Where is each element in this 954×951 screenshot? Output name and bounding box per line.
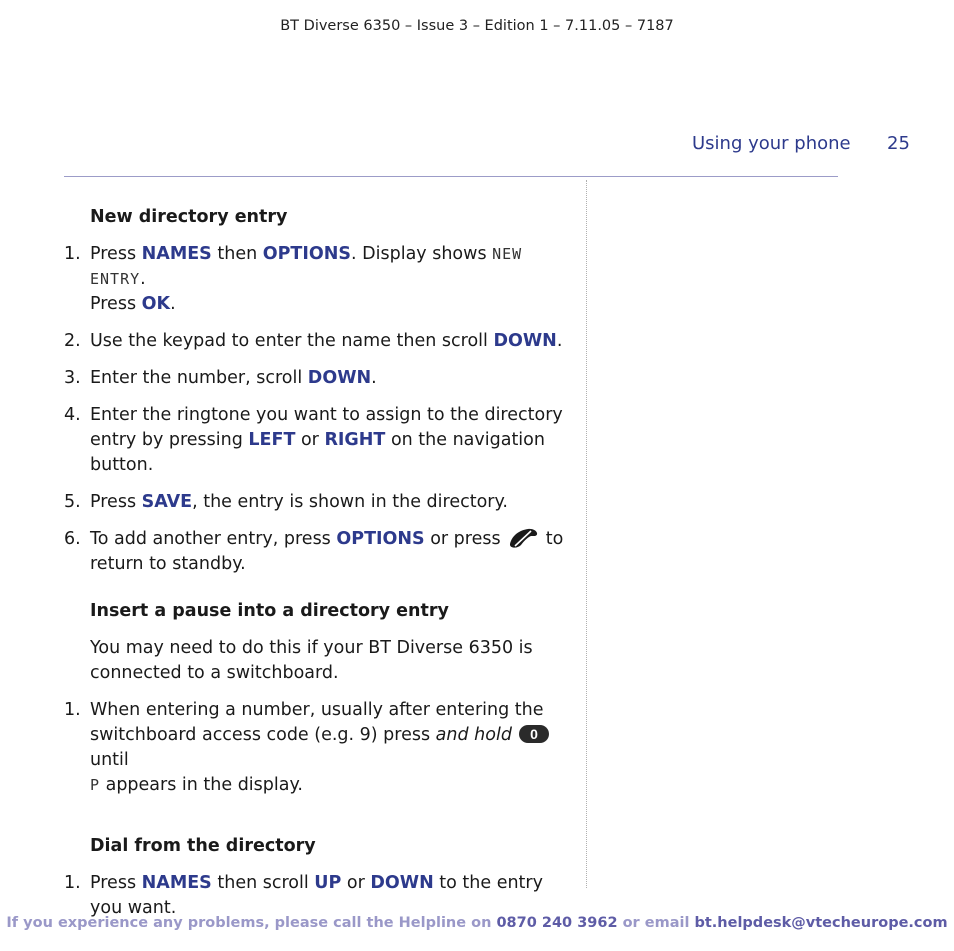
step-number: 1. xyxy=(64,873,81,893)
key-options: OPTIONS xyxy=(262,244,352,264)
key-left: LEFT xyxy=(248,430,296,450)
footer-text: If you experience any problems, please call the Helpline on xyxy=(6,915,497,931)
main-content xyxy=(64,205,574,933)
step-pause-1 xyxy=(64,698,574,798)
step-number: 1. xyxy=(64,700,81,720)
heading-dial-from-directory: Dial from the directory xyxy=(90,836,316,856)
page-number: 25 xyxy=(887,133,910,154)
key-down: DOWN xyxy=(370,873,434,893)
heading-insert-pause: Insert a pause into a directory entry xyxy=(90,601,449,621)
step-new-entry-6 xyxy=(64,527,574,577)
step-number: 2. xyxy=(64,331,81,351)
step-text: Use the keypad to enter the name then scroll xyxy=(90,331,494,351)
pause-intro: You may need to do this if your BT Diverse 6350 is connected to a switchboard. xyxy=(90,638,533,683)
step-text: . xyxy=(556,331,563,351)
step-text: . xyxy=(140,269,146,289)
step-text: or xyxy=(295,430,325,450)
display-text: P xyxy=(90,776,101,794)
step-text: then scroll xyxy=(211,873,315,893)
display-text: NEW ENTRY xyxy=(90,245,523,288)
step-text: Press xyxy=(90,294,142,314)
step-dial-1 xyxy=(64,871,574,921)
helpline-footer xyxy=(0,915,954,931)
step-text: appears in the display. xyxy=(100,775,303,795)
zero-key-label: 0 xyxy=(529,726,538,742)
heading-new-directory-entry: New directory entry xyxy=(90,207,288,227)
key-options: OPTIONS xyxy=(336,529,425,549)
zero-key-icon xyxy=(518,723,550,745)
document-info: BT Diverse 6350 – Issue 3 – Edition 1 – 7.11.05 – 7187 xyxy=(280,18,674,34)
step-text: . Display shows xyxy=(351,244,493,264)
step-text: . xyxy=(371,368,377,388)
step-text: on the navigation button. xyxy=(90,430,545,475)
step-text: then xyxy=(211,244,263,264)
step-text: until xyxy=(90,750,129,770)
step-text: Enter the ringtone you want to assign to the directory entry by pressing xyxy=(90,405,563,450)
step-number: 1. xyxy=(64,244,81,264)
helpline-email: bt.helpdesk@vtecheurope.com xyxy=(694,915,948,931)
key-up: UP xyxy=(314,873,342,893)
step-number: 6. xyxy=(64,529,81,549)
step-text: , the entry is shown in the directory. xyxy=(192,492,508,512)
step-number: 5. xyxy=(64,492,81,512)
step-text: or xyxy=(341,873,371,893)
key-down: DOWN xyxy=(307,368,372,388)
key-save: SAVE xyxy=(141,492,193,512)
helpline-phone: 0870 240 3962 xyxy=(496,915,618,931)
key-right: RIGHT xyxy=(324,430,386,450)
key-ok: OK xyxy=(141,294,171,314)
step-text: Press xyxy=(90,492,142,512)
step-text: to the entry you want. xyxy=(90,873,543,918)
step-text: Press xyxy=(90,244,142,264)
step-new-entry-1 xyxy=(64,242,574,317)
key-names: NAMES xyxy=(141,244,212,264)
key-names: NAMES xyxy=(141,873,212,893)
footer-text: or email xyxy=(617,915,695,931)
step-text: . xyxy=(170,294,176,314)
column-divider xyxy=(586,180,587,888)
step-number: 4. xyxy=(64,405,81,425)
step-new-entry-3 xyxy=(64,366,574,391)
key-down: DOWN xyxy=(493,331,557,351)
step-text: to return to standby. xyxy=(90,529,564,574)
emphasis-text: and hold xyxy=(435,725,512,745)
step-text: or press xyxy=(424,529,507,549)
step-new-entry-2 xyxy=(64,329,574,354)
step-number: 3. xyxy=(64,368,81,388)
step-text: Press xyxy=(90,873,142,893)
step-new-entry-4 xyxy=(64,403,574,478)
header-rule xyxy=(64,176,838,177)
section-title: Using your phone xyxy=(692,133,851,154)
phone-handset-icon xyxy=(506,527,540,549)
step-text: To add another entry, press xyxy=(90,529,337,549)
step-new-entry-5 xyxy=(64,490,574,515)
step-text: Enter the number, scroll xyxy=(90,368,308,388)
step-text: When entering a number, usually after entering the switchboard access code (e.g. 9) press xyxy=(90,700,544,745)
